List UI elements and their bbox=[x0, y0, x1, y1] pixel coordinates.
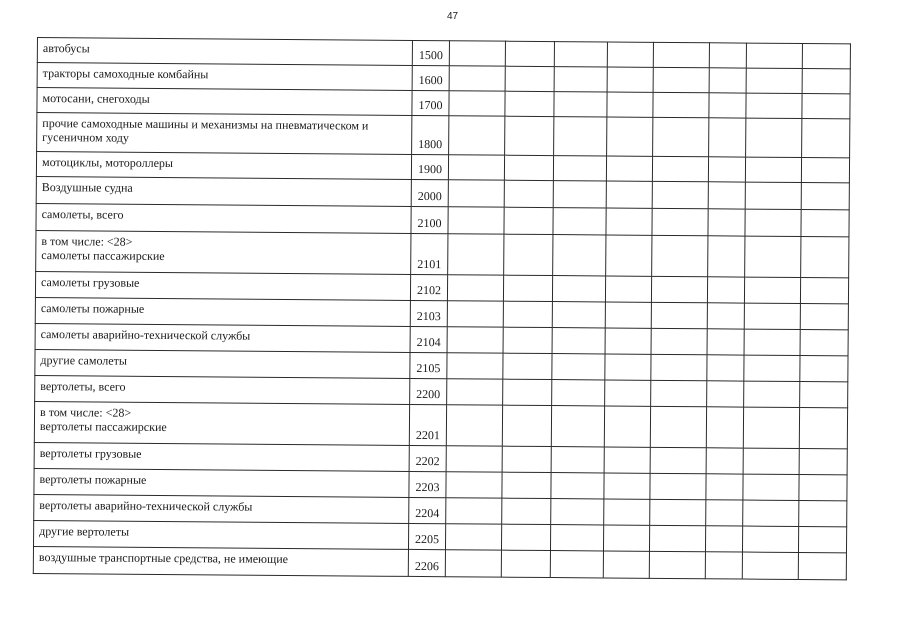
data-cell[interactable] bbox=[554, 67, 607, 92]
data-cell[interactable] bbox=[552, 276, 605, 302]
data-cell[interactable] bbox=[801, 210, 849, 237]
table-row bbox=[36, 230, 849, 277]
data-cell[interactable] bbox=[445, 550, 501, 577]
data-cell[interactable] bbox=[708, 209, 745, 236]
data-cell[interactable] bbox=[799, 500, 847, 526]
data-cell[interactable] bbox=[745, 209, 801, 236]
data-cell[interactable] bbox=[606, 235, 652, 276]
data-cell[interactable] bbox=[745, 182, 801, 209]
data-cell[interactable] bbox=[801, 183, 849, 210]
data-cell[interactable] bbox=[603, 551, 649, 578]
data-cell[interactable] bbox=[798, 552, 846, 579]
data-cell[interactable] bbox=[802, 119, 850, 158]
data-cell[interactable] bbox=[605, 354, 651, 380]
data-cell[interactable] bbox=[746, 118, 802, 157]
table-row bbox=[33, 546, 846, 579]
row-name: мотоциклы, мотороллеры bbox=[36, 152, 411, 180]
data-cell[interactable] bbox=[652, 235, 708, 276]
data-cell[interactable] bbox=[650, 447, 706, 473]
row-name: воздушные транспортные средства, не имеющие bbox=[33, 546, 408, 576]
data-cell[interactable] bbox=[605, 276, 651, 302]
data-cell[interactable] bbox=[447, 353, 503, 379]
data-cell[interactable] bbox=[746, 93, 802, 118]
data-cell[interactable] bbox=[743, 474, 799, 500]
row-code: 2205 bbox=[408, 523, 445, 549]
data-cell[interactable] bbox=[604, 499, 650, 525]
row-code: 2203 bbox=[409, 471, 446, 497]
data-cell[interactable] bbox=[746, 43, 802, 68]
data-cell[interactable] bbox=[447, 275, 503, 301]
data-cell[interactable] bbox=[800, 330, 848, 356]
row-code: 2104 bbox=[410, 326, 447, 352]
data-cell[interactable] bbox=[709, 43, 746, 68]
data-cell[interactable] bbox=[709, 118, 746, 157]
data-cell[interactable] bbox=[607, 42, 653, 67]
data-cell[interactable] bbox=[553, 181, 606, 208]
form-sheet bbox=[33, 37, 850, 580]
data-cell[interactable] bbox=[553, 156, 606, 181]
data-cell[interactable] bbox=[649, 551, 705, 578]
data-cell[interactable] bbox=[653, 67, 709, 92]
data-cell[interactable] bbox=[744, 381, 800, 407]
data-cell[interactable] bbox=[651, 354, 707, 380]
data-cell[interactable] bbox=[799, 408, 847, 449]
data-cell[interactable] bbox=[745, 236, 801, 277]
data-cell[interactable] bbox=[652, 156, 708, 181]
data-cell[interactable] bbox=[707, 277, 744, 303]
data-cell[interactable] bbox=[706, 407, 743, 448]
data-cell[interactable] bbox=[447, 301, 503, 327]
row-name: самолеты аварийно-технической службы bbox=[35, 323, 410, 352]
data-cell[interactable] bbox=[446, 446, 502, 472]
data-cell[interactable] bbox=[552, 302, 605, 328]
data-cell[interactable] bbox=[708, 157, 745, 182]
data-cell[interactable] bbox=[802, 69, 850, 94]
row-code: 2202 bbox=[409, 445, 446, 471]
data-cell[interactable] bbox=[799, 448, 847, 474]
data-cell[interactable] bbox=[449, 116, 505, 155]
data-cell[interactable] bbox=[502, 405, 551, 446]
row-code: 2100 bbox=[411, 206, 448, 233]
data-cell[interactable] bbox=[449, 91, 505, 116]
data-cell[interactable] bbox=[800, 278, 848, 304]
data-cell[interactable] bbox=[708, 236, 745, 277]
row-name: мотосани, снегоходы bbox=[37, 88, 412, 116]
data-cell[interactable] bbox=[448, 155, 504, 180]
data-cell[interactable] bbox=[554, 42, 607, 67]
data-cell[interactable] bbox=[802, 94, 850, 119]
data-cell[interactable] bbox=[552, 328, 605, 354]
data-cell[interactable] bbox=[651, 302, 707, 328]
data-cell[interactable] bbox=[553, 235, 606, 276]
data-cell[interactable] bbox=[604, 406, 650, 447]
row-code: 2201 bbox=[409, 404, 446, 445]
row-name: в том числе: <28> вертолеты пассажирские bbox=[34, 401, 409, 445]
data-cell[interactable] bbox=[800, 304, 848, 330]
data-cell[interactable] bbox=[650, 499, 706, 525]
data-cell[interactable] bbox=[605, 380, 651, 406]
data-cell[interactable] bbox=[653, 117, 709, 156]
data-cell[interactable] bbox=[706, 500, 743, 526]
data-cell[interactable] bbox=[705, 526, 742, 552]
data-cell[interactable] bbox=[800, 356, 848, 382]
data-cell[interactable] bbox=[800, 382, 848, 408]
data-cell[interactable] bbox=[551, 473, 604, 499]
data-cell[interactable] bbox=[706, 448, 743, 474]
data-cell[interactable] bbox=[448, 180, 504, 207]
data-cell[interactable] bbox=[653, 92, 709, 117]
data-cell[interactable] bbox=[449, 66, 505, 91]
data-cell[interactable] bbox=[501, 550, 550, 577]
data-cell[interactable] bbox=[550, 525, 603, 551]
data-cell[interactable] bbox=[554, 92, 607, 117]
row-name: тракторы самоходные комбайны bbox=[37, 63, 412, 91]
data-cell[interactable] bbox=[743, 448, 799, 474]
data-cell[interactable] bbox=[649, 525, 705, 551]
row-name: прочие самоходные машины и механизмы на пневматическом и гусеничном ходу bbox=[37, 113, 412, 155]
data-cell[interactable] bbox=[504, 234, 553, 275]
data-cell[interactable] bbox=[553, 208, 606, 235]
data-cell[interactable] bbox=[502, 472, 551, 498]
data-cell[interactable] bbox=[448, 207, 504, 234]
page-number: 47 bbox=[446, 11, 459, 22]
row-name: Воздушные судна bbox=[36, 176, 411, 206]
row-code: 2101 bbox=[411, 233, 448, 274]
row-name: автобусы bbox=[37, 38, 412, 66]
data-cell[interactable] bbox=[446, 405, 502, 446]
data-cell[interactable] bbox=[744, 277, 800, 303]
row-name: самолеты пожарные bbox=[35, 297, 410, 326]
data-cell[interactable] bbox=[707, 303, 744, 329]
data-cell[interactable] bbox=[503, 327, 552, 353]
row-code: 2206 bbox=[408, 549, 445, 576]
row-name: вертолеты аварийно-технической службы bbox=[34, 494, 409, 523]
data-cell[interactable] bbox=[798, 526, 846, 552]
data-cell[interactable] bbox=[607, 67, 653, 92]
data-cell[interactable] bbox=[746, 68, 802, 93]
data-cell[interactable] bbox=[505, 41, 554, 66]
data-cell[interactable] bbox=[449, 41, 505, 66]
row-name: другие самолеты bbox=[35, 349, 410, 378]
data-cell[interactable] bbox=[653, 42, 709, 67]
data-cell[interactable] bbox=[503, 379, 552, 405]
row-code: 2105 bbox=[410, 352, 447, 378]
data-cell[interactable] bbox=[502, 446, 551, 472]
data-cell[interactable] bbox=[550, 551, 603, 578]
data-cell[interactable] bbox=[505, 116, 554, 155]
data-cell[interactable] bbox=[447, 379, 503, 405]
data-cell[interactable] bbox=[652, 181, 708, 208]
row-name: вертолеты, всего bbox=[35, 375, 410, 404]
data-cell[interactable] bbox=[551, 447, 604, 473]
vehicle-table bbox=[33, 37, 851, 580]
data-cell[interactable] bbox=[651, 276, 707, 302]
data-cell[interactable] bbox=[707, 355, 744, 381]
data-cell[interactable] bbox=[605, 328, 651, 354]
data-cell[interactable] bbox=[801, 158, 849, 183]
data-cell[interactable] bbox=[502, 498, 551, 524]
row-name: самолеты грузовые bbox=[35, 271, 410, 300]
data-cell[interactable] bbox=[504, 180, 553, 207]
data-cell[interactable] bbox=[652, 208, 708, 235]
row-code: 2204 bbox=[409, 497, 446, 523]
row-code: 1900 bbox=[411, 154, 448, 179]
data-cell[interactable] bbox=[445, 524, 501, 550]
data-cell[interactable] bbox=[606, 181, 652, 208]
row-name: в том числе: <28> самолеты пассажирские bbox=[36, 230, 411, 274]
row-code: 1600 bbox=[412, 65, 449, 90]
data-cell[interactable] bbox=[607, 117, 653, 156]
data-cell[interactable] bbox=[447, 327, 503, 353]
data-cell[interactable] bbox=[799, 474, 847, 500]
data-cell[interactable] bbox=[706, 474, 743, 500]
data-cell[interactable] bbox=[504, 207, 553, 234]
data-cell[interactable] bbox=[744, 329, 800, 355]
data-cell[interactable] bbox=[705, 552, 742, 579]
data-cell[interactable] bbox=[743, 407, 799, 448]
data-cell[interactable] bbox=[503, 301, 552, 327]
data-cell[interactable] bbox=[503, 353, 552, 379]
data-cell[interactable] bbox=[554, 117, 607, 156]
data-cell[interactable] bbox=[551, 406, 604, 447]
data-cell[interactable] bbox=[651, 328, 707, 354]
data-cell[interactable] bbox=[707, 381, 744, 407]
data-cell[interactable] bbox=[605, 302, 651, 328]
table-row bbox=[34, 401, 847, 448]
row-name: другие вертолеты bbox=[33, 520, 408, 549]
row-code: 2200 bbox=[410, 378, 447, 404]
data-cell[interactable] bbox=[446, 472, 502, 498]
data-cell[interactable] bbox=[446, 498, 502, 524]
data-cell[interactable] bbox=[603, 525, 649, 551]
data-cell[interactable] bbox=[606, 208, 652, 235]
data-cell[interactable] bbox=[650, 473, 706, 499]
table-row bbox=[37, 113, 850, 158]
row-code: 1500 bbox=[412, 40, 449, 65]
data-cell[interactable] bbox=[742, 552, 798, 579]
data-cell[interactable] bbox=[606, 156, 652, 181]
data-cell[interactable] bbox=[504, 155, 553, 180]
data-cell[interactable] bbox=[607, 92, 653, 117]
row-code: 1800 bbox=[412, 115, 449, 154]
data-cell[interactable] bbox=[503, 275, 552, 301]
row-code: 1700 bbox=[412, 90, 449, 115]
row-code: 2000 bbox=[411, 179, 448, 206]
data-cell[interactable] bbox=[709, 68, 746, 93]
data-cell[interactable] bbox=[552, 354, 605, 380]
data-cell[interactable] bbox=[650, 406, 706, 447]
data-cell[interactable] bbox=[604, 473, 650, 499]
data-cell[interactable] bbox=[709, 93, 746, 118]
row-name: вертолеты пожарные bbox=[34, 468, 409, 497]
data-cell[interactable] bbox=[801, 237, 849, 278]
data-cell[interactable] bbox=[744, 355, 800, 381]
data-cell[interactable] bbox=[742, 526, 798, 552]
data-cell[interactable] bbox=[501, 524, 550, 550]
data-cell[interactable] bbox=[743, 500, 799, 526]
row-name: самолеты, всего bbox=[36, 203, 411, 233]
data-cell[interactable] bbox=[745, 157, 801, 182]
row-code: 2103 bbox=[410, 300, 447, 326]
data-cell[interactable] bbox=[707, 329, 744, 355]
data-cell[interactable] bbox=[448, 234, 504, 275]
data-cell[interactable] bbox=[744, 303, 800, 329]
data-cell[interactable] bbox=[802, 44, 850, 69]
data-cell[interactable] bbox=[708, 182, 745, 209]
data-cell[interactable] bbox=[552, 380, 605, 406]
data-cell[interactable] bbox=[505, 91, 554, 116]
data-cell[interactable] bbox=[651, 380, 707, 406]
data-cell[interactable] bbox=[551, 499, 604, 525]
data-cell[interactable] bbox=[505, 66, 554, 91]
row-name: вертолеты грузовые bbox=[34, 442, 409, 471]
row-code: 2102 bbox=[410, 274, 447, 300]
data-cell[interactable] bbox=[604, 447, 650, 473]
